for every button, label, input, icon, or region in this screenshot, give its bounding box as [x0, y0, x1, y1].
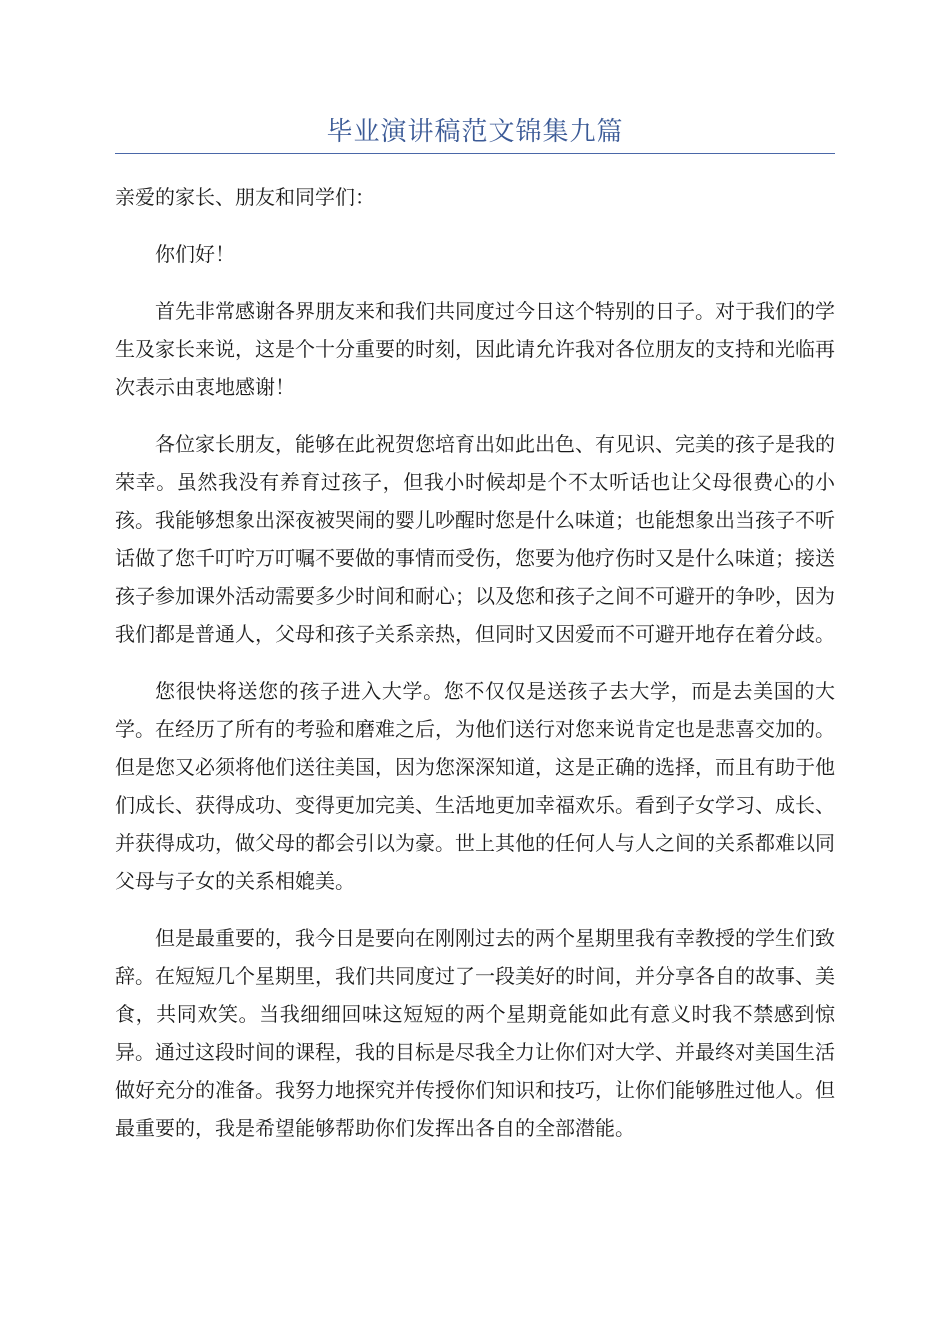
- body-paragraph: 但是最重要的，我今日是要向在刚刚过去的两个星期里我有幸教授的学生们致辞。在短短几个星期里，我们共同度过了一段美好的时间，并分享各自的故事、美食，共同欢笑。当我细细回味这短短的两个星期竟能如此有意义时我不禁感到惊异。通过这段时间的课程，我的目标是尽我全力让你们对大学、并最终对美国生活做好充分的准备。我努力地探究并传授你们知识和技巧，让你们能够胜过他人。但最重要的，我是希望能够帮助你们发挥出各自的全部潜能。: [115, 926, 835, 1140]
- document-title: 毕业演讲稿范文锦集九篇: [326, 117, 624, 147]
- body-paragraph: 各位家长朋友，能够在此祝贺您培育出如此出色、有见识、完美的孩子是我的荣幸。虽然我没有养育过孩子，但我小时候却是个不太听话也让父母很费心的小孩。我能够想象出深夜被哭闹的婴儿吵醒时您是什么味道；也能想象出当孩子不听话做了您千叮咛万叮嘱不要做的事情而受伤，您要为他疗伤时又是什么味道；接送孩子参加课外活动需要多少时间和耐心；以及您和孩子之间不可避开的争吵，因为我们都是普通人，父母和孩子关系亲热，但同时又因爱而不可避开地存在着分歧。: [115, 432, 835, 646]
- title-underline: [115, 153, 835, 154]
- greeting: 你们好！: [155, 242, 235, 266]
- salutation: 亲爱的家长、朋友和同学们：: [115, 185, 375, 209]
- document-body: [115, 178, 835, 1166]
- body-paragraph: 您很快将送您的孩子进入大学。您不仅仅是送孩子去大学，而是去美国的大学。在经历了所有的考验和磨难之后，为他们送行对您来说肯定也是悲喜交加的。但是您又必须将他们送往美国，因为您深深知道，这是正确的选择，而且有助于他们成长、获得成功、变得更加完美、生活地更加幸福欢乐。看到子女学习、成长、并获得成功，做父母的都会引以为豪。世上其他的任何人与人之间的关系都难以同父母与子女的关系相媲美。: [115, 679, 835, 893]
- body-paragraph: 首先非常感谢各界朋友来和我们共同度过今日这个特别的日子。对于我们的学生及家长来说，这是个十分重要的时刻，因此请允许我对各位朋友的支持和光临再次表示由衷地感谢！: [115, 299, 835, 399]
